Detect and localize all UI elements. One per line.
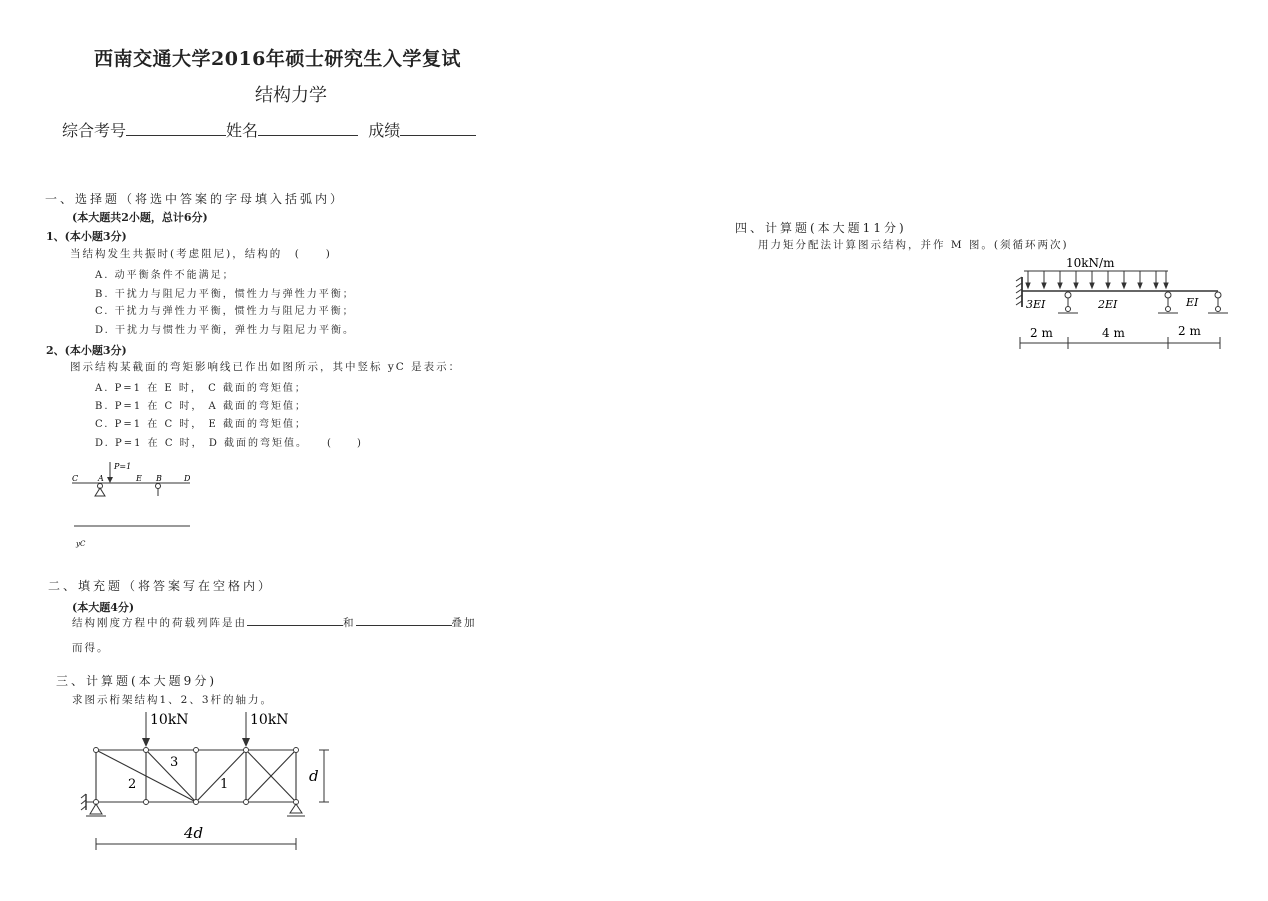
joint <box>194 748 199 753</box>
point-c: C <box>72 474 79 483</box>
exam-title: 西南交通大学2016年硕士研究生入学复试 <box>94 48 461 70</box>
q1-option-a: A. 动平衡条件不能满足； <box>95 270 235 281</box>
joint <box>144 800 149 805</box>
q2-option-b: B. P=1 在 C 时， A 截面的弯矩值； <box>95 401 307 412</box>
exam-no-blank[interactable] <box>126 121 226 136</box>
fill-blank-1[interactable] <box>247 615 343 626</box>
score-blank[interactable] <box>400 121 476 136</box>
section3-title: 三、计算题(本大题9分) <box>56 674 217 688</box>
point-b: B <box>156 474 162 483</box>
diag-3 <box>196 750 246 802</box>
section1-note: (本大题共2小题，总计6分) <box>72 211 208 224</box>
exam-no-label: 综合考号 <box>62 121 127 140</box>
q2-beam-figure <box>60 458 210 553</box>
span-2-label: 4 m <box>1102 326 1125 340</box>
section2-note: (本大题4分) <box>72 601 135 614</box>
q2-label: 2、(本小题3分) <box>46 344 127 357</box>
load-arrow-left-head <box>142 738 150 747</box>
q2-option-c: C. P=1 在 C 时， E 截面的弯矩值； <box>95 419 307 430</box>
ordinate-label: yC <box>76 540 86 548</box>
span-1-label: 2 m <box>1030 326 1053 340</box>
q2-stem: 图示结构某截面的弯矩影响线已作出如图所示，其中竖标 yC 是表示： <box>70 361 462 373</box>
q1-label: 1、(本小题3分) <box>46 230 127 243</box>
support-1-pin <box>1065 292 1071 298</box>
score-label: 成绩 <box>368 121 401 140</box>
joint <box>294 748 299 753</box>
q1-option-c: C. 干扰力与弹性力平衡，惯性力与阻尼力平衡； <box>95 306 355 317</box>
section2-title: 二、填充题（将答案写在空格内） <box>48 579 274 593</box>
fill-text-a: 结构刚度方程中的荷载列阵是由 <box>72 617 247 629</box>
fill-text-d: 而得。 <box>72 642 110 654</box>
member-1-label: 1 <box>220 777 229 792</box>
load-arrow-head <box>107 477 113 483</box>
section2-question <box>72 615 477 630</box>
fill-text-c: 叠加 <box>451 617 477 629</box>
subject-title: 结构力学 <box>255 85 327 106</box>
member-2-label: 2 <box>128 777 137 792</box>
name-label: 姓名 <box>226 121 259 140</box>
q1-option-d: D. 干扰力与惯性力平衡，弹性力与阻尼力平衡。 <box>95 325 356 336</box>
stiffness-3: EI <box>1186 296 1199 309</box>
point-d: D <box>184 474 191 483</box>
span-3-label: 2 m <box>1178 324 1201 338</box>
support-a <box>95 488 105 496</box>
load-left-label: 10kN <box>150 712 189 728</box>
joint <box>244 748 249 753</box>
member-3-label: 3 <box>170 755 179 770</box>
left-support-hatch <box>81 800 86 804</box>
fill-text-b: 和 <box>343 617 356 629</box>
section1-title: 一、选择题（将选中答案的字母填入括弧内） <box>45 192 346 206</box>
support-3-pin <box>1215 292 1221 298</box>
joint <box>244 800 249 805</box>
joint <box>94 748 99 753</box>
candidate-fields <box>62 118 476 141</box>
right-support <box>290 804 302 813</box>
fill-blank-2[interactable] <box>356 615 452 626</box>
q1-stem: 当结构发生共振时(考虑阻尼)，结构的 ( ) <box>70 248 332 260</box>
section4-stem: 用力矩分配法计算图示结构，并作 M 图。(须循环两次) <box>758 239 1069 251</box>
point-a: A <box>98 474 104 483</box>
stiffness-2: 2EI <box>1098 298 1118 311</box>
load-right-label: 10kN <box>250 712 289 728</box>
distributed-load-label: 10kN/m <box>1066 256 1115 270</box>
stiffness-1: 3EI <box>1026 298 1046 311</box>
support-2-pin <box>1165 292 1171 298</box>
q2-option-d: D. P=1 在 C 时， D 截面的弯矩值。 ( ) <box>95 438 363 449</box>
joint <box>194 800 199 805</box>
point-e: E <box>136 474 142 483</box>
joint <box>144 748 149 753</box>
continuous-beam-figure <box>1010 253 1235 353</box>
section4-title: 四、计算题(本大题11分) <box>735 221 907 235</box>
height-label: d <box>309 767 319 785</box>
name-blank[interactable] <box>258 121 358 136</box>
left-support-hatch <box>81 806 86 810</box>
load-label: P=1 <box>114 462 132 471</box>
left-support-hatch <box>81 794 86 798</box>
q2-option-a: A. P=1 在 E 时， C 截面的弯矩值； <box>95 383 307 394</box>
left-support <box>90 804 102 814</box>
section3-stem: 求图示桁架结构1、2、3杆的轴力。 <box>72 694 274 706</box>
load-arrow-right-head <box>242 738 250 747</box>
q1-option-b: B. 干扰力与阻尼力平衡，惯性力与弹性力平衡； <box>95 289 355 300</box>
span-label: 4d <box>184 824 204 842</box>
truss-figure <box>66 706 338 854</box>
support-b-pin <box>156 484 161 489</box>
